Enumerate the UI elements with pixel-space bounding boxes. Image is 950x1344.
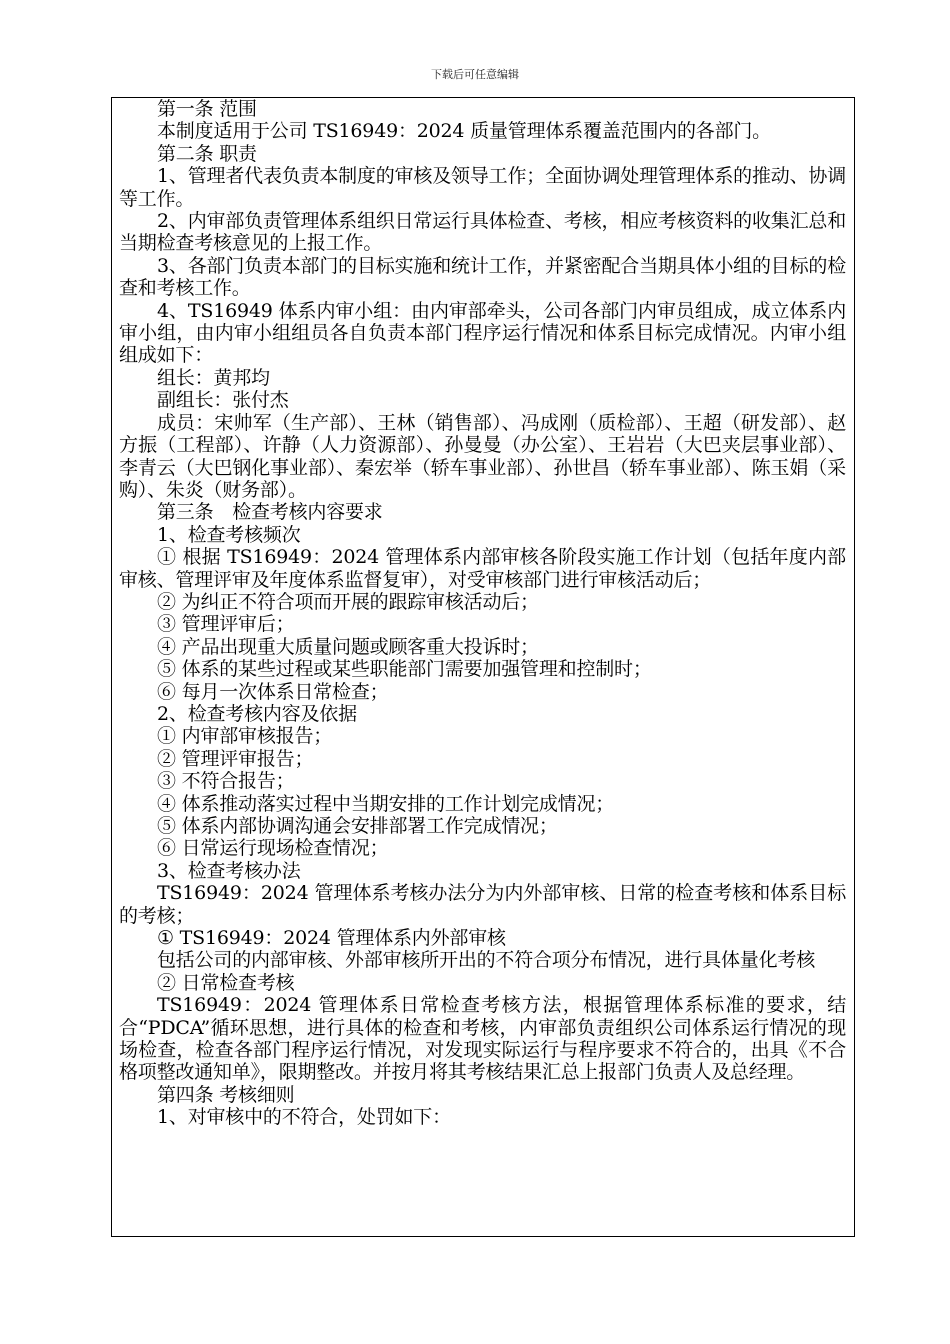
paragraph: ③ 管理评审后；: [157, 613, 295, 636]
paragraph: 第三条 检查考核内容要求: [157, 501, 383, 524]
paragraph: ④ 产品出现重大质量问题或顾客重大投诉时；: [157, 635, 539, 658]
paragraph: 组长：黄邦均: [157, 366, 270, 389]
page-header: 下载后可任意编辑: [431, 68, 519, 81]
paragraph: 3、各部门负责本部门的目标实施和统计工作，并紧密配合当期具体小组的目标的检查和考核工作。: [119, 254, 846, 300]
paragraph: ① TS16949：2024 管理体系内外部审核: [157, 927, 506, 950]
paragraph: 包括公司的内部审核、外部审核所开出的不符合项分布情况，进行具体量化考核: [157, 949, 816, 972]
paragraph: ② 日常检查考核: [157, 971, 295, 994]
document-body: [112, 98, 854, 1129]
paragraph: ② 为纠正不符合项而开展的跟踪审核活动后；: [157, 590, 539, 613]
paragraph: ① 内审部审核报告；: [157, 725, 333, 748]
paragraph: TS16949：2024 管理体系日常检查考核方法，根据管理体系标准的要求，结合“PDCA”循环思想，进行具体的检查和考核，内审部负责组织公司体系运行情况的现场检查，检查各部门程序运行情况，对发现实际运行与程序要求不符合的，出具《不合格项整改通知单》，限期整改。并按月将其考核结果汇总上报部门负责人及总经理。: [119, 994, 846, 1084]
paragraph: 3、检查考核办法: [157, 859, 301, 882]
paragraph: ⑤ 体系的某些过程或某些职能部门需要加强管理和控制时；: [157, 658, 652, 681]
paragraph: 1、对审核中的不符合，处罚如下：: [157, 1106, 451, 1129]
paragraph: 第一条 范围: [157, 98, 257, 120]
paragraph: ① 根据 TS16949：2024 管理体系内部审核各阶段实施工作计划（包括年度内部审核、管理评审及年度体系监督复审），对受审核部门进行审核活动后；: [119, 546, 846, 591]
paragraph: 本制度适用于公司 TS16949：2024 质量管理体系覆盖范围内的各部门。: [157, 120, 771, 143]
paragraph: 4、TS16949 体系内审小组：由内审部牵头，公司各部门内审员组成，成立体系内审小组，由内审小组组员各自负责本部门程序运行情况和体系目标完成情况。内审小组组成如下：: [119, 299, 846, 367]
paragraph: 2、内审部负责管理体系组织日常运行具体检查、考核，相应考核资料的收集汇总和当期检查考核意见的上报工作。: [119, 210, 846, 255]
paragraph: 成员：宋帅军（生产部）、王林（销售部）、冯成刚（质检部）、王超（研发部）、赵方振（工程部）、许静（人力资源部）、孙曼曼（办公室）、王岩岩（大巴夹层事业部）、李青云（大巴钢化事业部）、秦宏举（轿车事业部）、孙世昌（轿车事业部）、陈玉娟（采购）、朱炎（财务部）。: [119, 411, 846, 501]
paragraph: 第二条 职责: [157, 142, 257, 165]
paragraph: 1、检查考核频次: [157, 523, 301, 546]
paragraph: ④ 体系推动落实过程中当期安排的工作计划完成情况；: [157, 792, 615, 815]
paragraph: TS16949：2024 管理体系考核办法分为内外部审核、日常的检查考核和体系目标的考核；: [119, 882, 846, 927]
paragraph: ⑤ 体系内部协调沟通会安排部署工作完成情况；: [157, 815, 558, 837]
paragraph: ⑥ 日常运行现场检查情况；: [157, 837, 389, 860]
paragraph: ⑥ 每月一次体系日常检查；: [157, 680, 389, 703]
paragraph: ② 管理评审报告；: [157, 747, 314, 770]
document-frame: [111, 97, 855, 1237]
paragraph: 第四条 考核细则: [157, 1083, 295, 1106]
paragraph: 副组长：张付杰: [157, 389, 289, 412]
paragraph: ③ 不符合报告；: [157, 770, 295, 793]
paragraph: 2、检查考核内容及依据: [157, 702, 357, 725]
paragraph: 1、管理者代表负责本制度的审核及领导工作；全面协调处理管理体系的推动、协调等工作。: [119, 165, 846, 210]
